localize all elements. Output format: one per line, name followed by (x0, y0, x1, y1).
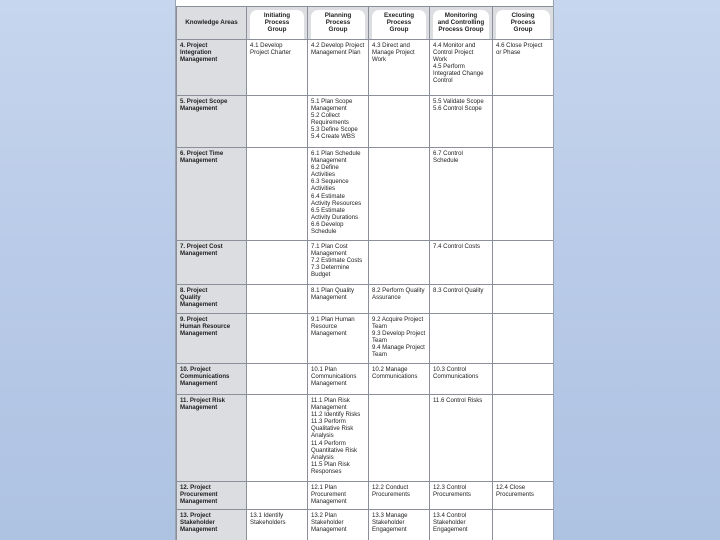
process-cell: 13.3 Manage Stakeholder Engagement (369, 510, 430, 540)
process-cell: 11.6 Control Risks (430, 395, 493, 482)
process-cell (493, 314, 554, 364)
process-cell: 5.1 Plan Scope Management 5.2 Collect Requirements 5.3 Define Scope 5.4 Create WBS (308, 96, 369, 148)
process-cell (493, 364, 554, 395)
process-group-table (176, 6, 554, 540)
header-label: Executing Process Group (372, 10, 426, 39)
knowledge-area-cell: 9. Project Human Resource Management (177, 314, 247, 364)
knowledge-area-cell: 4. Project Integration Management (177, 40, 247, 96)
process-cell: 11.1 Plan Risk Management 11.2 Identify Risks 11.3 Perform Qualitative Risk Analysis 11.4 Perform Quantitative Risk Analysis 11.5 Plan Risk Responses (308, 395, 369, 482)
header-executing (369, 7, 430, 40)
header-initiating (247, 7, 308, 40)
process-cell (369, 96, 430, 148)
process-cell (247, 364, 308, 395)
process-cell: 7.1 Plan Cost Management 7.2 Estimate Costs 7.3 Determine Budget (308, 241, 369, 285)
knowledge-area-cell: 8. Project Quality Management (177, 285, 247, 314)
process-cell: 12.4 Close Procurements (493, 482, 554, 510)
process-cell (369, 241, 430, 285)
process-cell (369, 395, 430, 482)
table-row (177, 148, 554, 241)
process-cell (493, 96, 554, 148)
knowledge-areas-header: Knowledge Areas (185, 19, 238, 26)
table-row (177, 285, 554, 314)
process-cell: 10.3 Control Communications (430, 364, 493, 395)
process-cell: 9.1 Plan Human Resource Management (308, 314, 369, 364)
process-cell (247, 314, 308, 364)
header-row (177, 7, 554, 40)
header-planning (308, 7, 369, 40)
table-row (177, 395, 554, 482)
knowledge-area-cell: 13. Project Stakeholder Management (177, 510, 247, 540)
process-cell: 12.3 Control Procurements (430, 482, 493, 510)
process-cell: 13.2 Plan Stakeholder Management (308, 510, 369, 540)
process-group-sheet (175, 0, 554, 540)
table-row (177, 40, 554, 96)
process-cell (247, 241, 308, 285)
knowledge-area-cell: 5. Project Scope Management (177, 96, 247, 148)
process-cell: 8.2 Perform Quality Assurance (369, 285, 430, 314)
process-cell: 4.3 Direct and Manage Project Work (369, 40, 430, 96)
process-cell (247, 96, 308, 148)
process-cell (493, 285, 554, 314)
process-cell (247, 148, 308, 241)
process-cell: 6.1 Plan Schedule Management 6.2 Define Activities 6.3 Sequence Activities 6.4 Estimate Activity Resources 6.5 Estimate Activity Durations 6.6 Develop Schedule (308, 148, 369, 241)
knowledge-area-cell: 12. Project Procurement Management (177, 482, 247, 510)
process-cell: 6.7 Control Schedule (430, 148, 493, 241)
process-cell: 7.4 Control Costs (430, 241, 493, 285)
process-cell (493, 148, 554, 241)
process-cell (493, 395, 554, 482)
header-label: Planning Process Group (311, 10, 365, 39)
process-cell (247, 285, 308, 314)
process-cell (430, 314, 493, 364)
process-cell (369, 148, 430, 241)
process-cell: 9.2 Acquire Project Team 9.3 Develop Project Team 9.4 Manage Project Team (369, 314, 430, 364)
process-cell: 12.1 Plan Procurement Management (308, 482, 369, 510)
process-cell: 4.6 Close Project or Phase (493, 40, 554, 96)
process-cell: 4.4 Monitor and Control Project Work 4.5 Perform Integrated Change Control (430, 40, 493, 96)
header-label: Closing Process Group (496, 10, 550, 39)
knowledge-area-cell: 6. Project Time Management (177, 148, 247, 241)
process-cell: 5.5 Validate Scope 5.6 Control Scope (430, 96, 493, 148)
table-row (177, 510, 554, 540)
header-monitoring (430, 7, 493, 40)
header-label: Initiating Process Group (250, 10, 304, 39)
header-label: Monitoring and Controlling Process Group (433, 10, 489, 39)
knowledge-area-cell: 11. Project Risk Management (177, 395, 247, 482)
process-cell (247, 395, 308, 482)
process-cell: 4.2 Develop Project Management Plan (308, 40, 369, 96)
table-row (177, 241, 554, 285)
header-closing (493, 7, 554, 40)
knowledge-area-cell: 7. Project Cost Management (177, 241, 247, 285)
process-cell: 4.1 Develop Project Charter (247, 40, 308, 96)
process-cell: 12.2 Conduct Procurements (369, 482, 430, 510)
knowledge-area-cell: 10. Project Communications Management (177, 364, 247, 395)
table-row (177, 96, 554, 148)
table-row (177, 364, 554, 395)
process-cell: 13.1 Identify Stakeholders (247, 510, 308, 540)
process-cell: 10.1 Plan Communications Management (308, 364, 369, 395)
process-cell: 8.1 Plan Quality Management (308, 285, 369, 314)
process-cell (247, 482, 308, 510)
process-cell (493, 510, 554, 540)
process-cell: 13.4 Control Stakeholder Engagement (430, 510, 493, 540)
corner-header (177, 7, 247, 40)
process-cell: 8.3 Control Quality (430, 285, 493, 314)
process-cell (493, 241, 554, 285)
process-cell: 10.2 Manage Communications (369, 364, 430, 395)
table-row (177, 482, 554, 510)
table-row (177, 314, 554, 364)
